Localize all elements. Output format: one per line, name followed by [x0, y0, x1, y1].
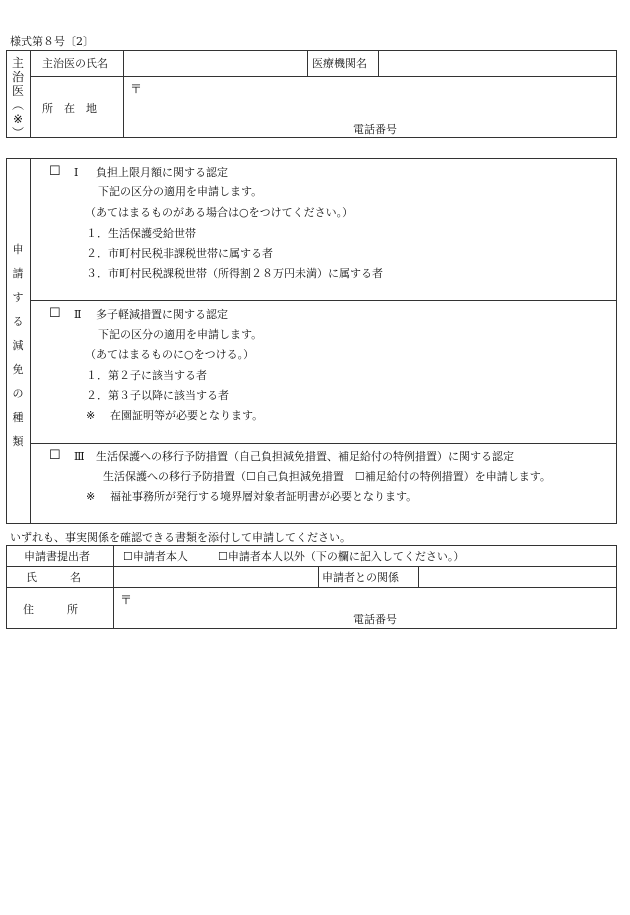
section3-title: 生活保護への移行予防措置（自己負担減免措置、補足給付の特例措置）に関する認定	[96, 450, 514, 463]
section2-note-mark: ※	[86, 409, 96, 422]
divider	[30, 50, 31, 138]
divider	[30, 76, 617, 77]
notice-text: いずれも、事実関係を確認できる書類を添付して申請してください。	[10, 531, 351, 544]
submitter-address-field[interactable]	[116, 590, 614, 610]
section2-item: ２．第３子以降に該当する者	[86, 389, 229, 402]
submitter-label: 申請書提出者	[24, 550, 90, 563]
section1-item: １．生活保護受給世帯	[86, 227, 196, 240]
divider	[30, 158, 31, 524]
submitter-self-option[interactable]: ☐申請者本人	[123, 550, 188, 563]
postal-mark: 〒	[130, 82, 143, 96]
doctor-address-label: 所 在 地	[42, 102, 97, 115]
relation-field[interactable]	[421, 569, 614, 585]
section1-title: 負担上限月額に関する認定	[96, 166, 228, 179]
submitter-phone-label: 電話番号	[353, 613, 397, 626]
divider	[123, 50, 124, 138]
divider	[418, 566, 419, 587]
section2-item: １．第２子に該当する者	[86, 369, 207, 382]
section2-note: 在園証明等が必要となります。	[110, 409, 264, 422]
divider	[6, 566, 617, 567]
submitter-name-field[interactable]	[116, 569, 315, 585]
section1-line2: （あてはまるものがある場合は○をつけてください。）	[85, 206, 354, 219]
doctor-name-field[interactable]	[126, 55, 304, 73]
doctor-side-label: 主 治 医 ︵ ※ ︶	[11, 56, 24, 140]
doctor-address-field[interactable]	[126, 80, 614, 118]
divider	[378, 50, 379, 76]
section3-checkbox[interactable]: ☐	[49, 448, 61, 463]
section1-line1: 下記の区分の適用を申請します。	[98, 185, 263, 198]
divider	[6, 587, 617, 588]
divider	[307, 50, 308, 76]
divider	[113, 545, 114, 629]
section1-item: ２．市町村民税非課税世帯に属する者	[86, 247, 273, 260]
section2-title: 多子軽減措置に関する認定	[96, 308, 228, 321]
divider	[30, 443, 617, 444]
section1-item: ３．市町村民税課税世帯（所得割２８万円未満）に属する者	[86, 267, 383, 280]
institution-label: 医療機関名	[312, 57, 367, 70]
section3-line1: 生活保護への移行予防措置（☐自己負担減免措置 ☐補足給付の特例措置）を申請します。	[103, 470, 551, 483]
section2-line1: 下記の区分の適用を申請します。	[98, 328, 263, 341]
section1-numeral: Ⅰ	[74, 166, 79, 179]
divider	[30, 300, 617, 301]
institution-field[interactable]	[382, 55, 614, 73]
name-label: 氏 名	[26, 571, 81, 584]
relation-label: 申請者との関係	[322, 571, 399, 584]
divider	[318, 566, 319, 587]
form-number: 様式第８号〔2〕	[10, 35, 94, 48]
section2-checkbox[interactable]: ☐	[49, 306, 61, 321]
section2-numeral: Ⅱ	[74, 308, 82, 321]
doctor-phone-label: 電話番号	[353, 123, 397, 136]
reduction-side-label: 申 請 す る 減 免 の 種 類	[12, 243, 24, 448]
postal-mark: 〒	[120, 593, 133, 607]
section3-note-mark: ※	[86, 490, 96, 503]
section1-checkbox[interactable]: ☐	[49, 164, 61, 179]
address-label: 住 所	[23, 603, 78, 616]
doctor-name-label: 主治医の氏名	[42, 57, 108, 70]
section3-note: 福祉事務所が発行する境界層対象者証明書が必要となります。	[110, 490, 418, 503]
section2-line2: （あてはまるものに○をつける。）	[85, 348, 255, 361]
section3-numeral: Ⅲ	[74, 450, 85, 463]
submitter-other-option[interactable]: ☐申請者本人以外（下の欄に記入してください。）	[218, 550, 465, 563]
